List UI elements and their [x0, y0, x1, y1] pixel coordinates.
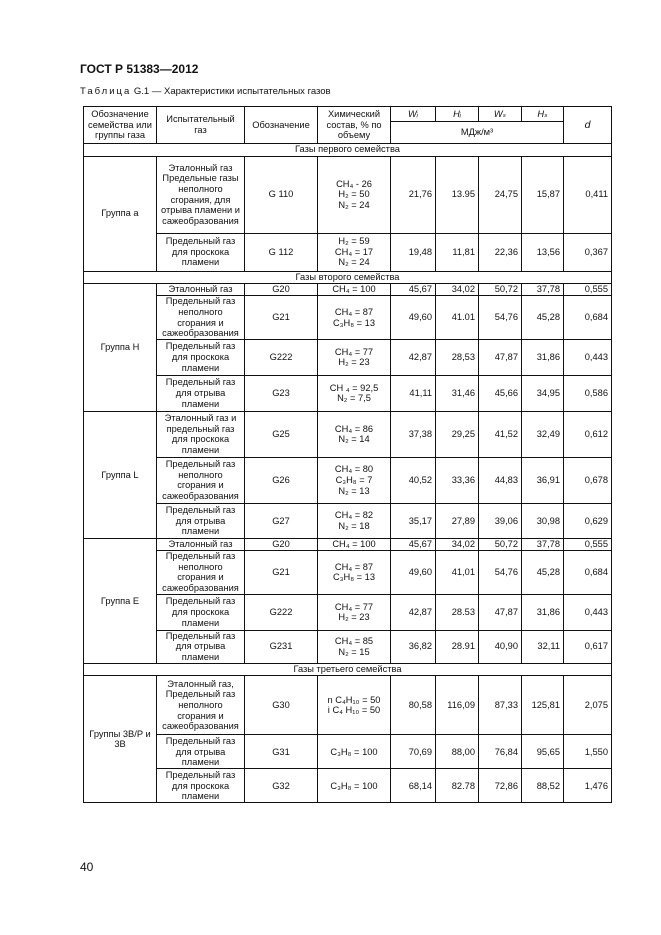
ws-value-cell: 76,84 — [479, 735, 522, 769]
gas-group-name: Группа H — [84, 284, 157, 412]
test-gas-table — [83, 106, 612, 803]
gas-group-name: Группа a — [84, 156, 157, 271]
d-value-cell: 0,678 — [564, 457, 612, 503]
d-value-cell: 0,629 — [564, 503, 612, 538]
wi-value-cell: 35,17 — [391, 503, 436, 538]
designation-cell: G25 — [245, 411, 318, 457]
hi-value-cell: 34,02 — [436, 284, 479, 296]
d-value-cell: 0,684 — [564, 550, 612, 594]
wi-value-cell: 40,52 — [391, 457, 436, 503]
hs-value-cell: 31,86 — [522, 339, 564, 375]
test-gas-cell: Эталонный газ, Предельный газ неполного сгорания и сажеобразования — [157, 676, 245, 735]
wi-value-cell: 49,60 — [391, 296, 436, 340]
table-row — [84, 503, 612, 538]
d-value-cell: 0,555 — [564, 284, 612, 296]
composition-cell: CH₄ = 85 N₂ = 15 — [318, 630, 391, 663]
composition-cell: CH₄ - 26 H₂ = 50 N₂ = 24 — [318, 156, 391, 233]
hs-value-cell: 95,65 — [522, 735, 564, 769]
ws-value-cell: 72,86 — [479, 769, 522, 803]
hs-value-cell: 13,56 — [522, 233, 564, 271]
ws-value-cell: 45,66 — [479, 375, 522, 411]
ws-value-cell: 50,72 — [479, 538, 522, 550]
section-title: Газы третьего семейства — [84, 663, 612, 676]
ws-value-cell: 50,72 — [479, 284, 522, 296]
hs-value-cell: 15,87 — [522, 156, 564, 233]
composition-cell: CH₄ = 77 H₂ = 23 — [318, 594, 391, 630]
composition-cell: H₂ = 59 CH₄ = 17 N₂ = 24 — [318, 233, 391, 271]
hi-value-cell: 11,81 — [436, 233, 479, 271]
wi-value-cell: 41,11 — [391, 375, 436, 411]
test-gas-cell: Эталонный газ — [157, 284, 245, 296]
wi-value-cell: 36,82 — [391, 630, 436, 663]
table-caption-title: G.1 — Характеристики испытательных газов — [131, 86, 331, 97]
ws-value-cell: 47,87 — [479, 339, 522, 375]
hi-value-cell: 28,53 — [436, 339, 479, 375]
table-row — [84, 375, 612, 411]
column-header-composition: Химический состав, % по объему — [318, 107, 391, 144]
test-gas-cell: Предельный газ для отрыва пламени — [157, 630, 245, 663]
section-title-row — [84, 663, 612, 676]
d-value-cell: 0,367 — [564, 233, 612, 271]
test-gas-cell: Предельный газ для отрыва пламени — [157, 503, 245, 538]
document-header: ГОСТ Р 51383—2012 — [80, 62, 199, 76]
test-gas-cell: Предельный газ для отрыва пламени — [157, 735, 245, 769]
composition-cell: C₃H₈ = 100 — [318, 769, 391, 803]
table-row — [84, 630, 612, 663]
gas-group-name: Группа E — [84, 538, 157, 663]
test-gas-cell: Предельный газ для проскока пламени — [157, 594, 245, 630]
hi-value-cell: 34,02 — [436, 538, 479, 550]
hs-value-cell: 88,52 — [522, 769, 564, 803]
section-title: Газы второго семейства — [84, 271, 612, 284]
table-row — [84, 233, 612, 271]
column-header-test-gas: Испытательный газ — [157, 107, 245, 144]
table-caption — [80, 86, 331, 97]
hi-value-cell: 28.91 — [436, 630, 479, 663]
column-header-unit: МДж/м³ — [391, 122, 564, 144]
composition-cell: CH₄ = 87 C₃H₈ = 13 — [318, 296, 391, 340]
test-gas-cell: Предельный газ для отрыва пламени — [157, 375, 245, 411]
test-gas-cell: Эталонный газ — [157, 538, 245, 550]
designation-cell: G 110 — [245, 156, 318, 233]
hs-value-cell: 45,28 — [522, 296, 564, 340]
ws-value-cell: 87,33 — [479, 676, 522, 735]
wi-value-cell: 42,87 — [391, 594, 436, 630]
d-value-cell: 0,684 — [564, 296, 612, 340]
table-row — [84, 411, 612, 457]
d-value-cell: 0,612 — [564, 411, 612, 457]
column-header-hi: Hᵢ — [436, 107, 479, 122]
d-value-cell: 1,476 — [564, 769, 612, 803]
designation-cell: G21 — [245, 550, 318, 594]
hs-value-cell: 31,86 — [522, 594, 564, 630]
designation-cell: G222 — [245, 594, 318, 630]
d-value-cell: 2,075 — [564, 676, 612, 735]
d-value-cell: 0,555 — [564, 538, 612, 550]
wi-value-cell: 68,14 — [391, 769, 436, 803]
hs-value-cell: 32,49 — [522, 411, 564, 457]
wi-value-cell: 42,87 — [391, 339, 436, 375]
composition-cell: CH₄ = 100 — [318, 538, 391, 550]
designation-cell: G21 — [245, 296, 318, 340]
test-gas-cell: Предельный газ для проскока пламени — [157, 233, 245, 271]
ws-value-cell: 54,76 — [479, 296, 522, 340]
wi-value-cell: 19,48 — [391, 233, 436, 271]
designation-cell: G32 — [245, 769, 318, 803]
column-header-wi: Wᵢ — [391, 107, 436, 122]
ws-value-cell: 54,76 — [479, 550, 522, 594]
d-value-cell: 0,443 — [564, 339, 612, 375]
hs-value-cell: 32,11 — [522, 630, 564, 663]
ws-value-cell: 47,87 — [479, 594, 522, 630]
hi-value-cell: 41,01 — [436, 550, 479, 594]
ws-value-cell: 44,83 — [479, 457, 522, 503]
hi-value-cell: 31,46 — [436, 375, 479, 411]
hs-value-cell: 37,78 — [522, 538, 564, 550]
hi-value-cell: 13.95 — [436, 156, 479, 233]
composition-cell: CH₄ = 77 H₂ = 23 — [318, 339, 391, 375]
column-header-hs: Hₛ — [522, 107, 564, 122]
composition-cell: C₃H₈ = 100 — [318, 735, 391, 769]
designation-cell: G20 — [245, 538, 318, 550]
designation-cell: G 112 — [245, 233, 318, 271]
table-row — [84, 735, 612, 769]
hi-value-cell: 116,09 — [436, 676, 479, 735]
section-title-row — [84, 271, 612, 284]
designation-cell: G23 — [245, 375, 318, 411]
d-value-cell: 0,617 — [564, 630, 612, 663]
hs-value-cell: 45,28 — [522, 550, 564, 594]
table-row — [84, 296, 612, 340]
table-row — [84, 339, 612, 375]
test-gas-cell: Предельный газ для проскока пламени — [157, 769, 245, 803]
column-header-ws: Wₛ — [479, 107, 522, 122]
hs-value-cell: 36,91 — [522, 457, 564, 503]
hs-value-cell: 30,98 — [522, 503, 564, 538]
d-value-cell: 0,443 — [564, 594, 612, 630]
table-caption-word: Таблица — [80, 86, 132, 97]
ws-value-cell: 24,75 — [479, 156, 522, 233]
hi-value-cell: 29,25 — [436, 411, 479, 457]
hi-value-cell: 41.01 — [436, 296, 479, 340]
designation-cell: G30 — [245, 676, 318, 735]
composition-cell: n C₄H₁₀ = 50 i C₄ H₁₀ = 50 — [318, 676, 391, 735]
wi-value-cell: 80,58 — [391, 676, 436, 735]
section-title: Газы первого семейства — [84, 144, 612, 157]
page-number: 40 — [80, 860, 94, 874]
ws-value-cell: 39,06 — [479, 503, 522, 538]
table-body — [84, 144, 612, 803]
hi-value-cell: 27,89 — [436, 503, 479, 538]
gas-group-name: Группа L — [84, 411, 157, 538]
table-row — [84, 550, 612, 594]
hs-value-cell: 34,95 — [522, 375, 564, 411]
table-row — [84, 594, 612, 630]
d-value-cell: 1,550 — [564, 735, 612, 769]
d-value-cell: 0,411 — [564, 156, 612, 233]
wi-value-cell: 37,38 — [391, 411, 436, 457]
table-row — [84, 284, 612, 296]
ws-value-cell: 22,36 — [479, 233, 522, 271]
hi-value-cell: 33,36 — [436, 457, 479, 503]
section-title-row — [84, 144, 612, 157]
designation-cell: G27 — [245, 503, 318, 538]
test-gas-cell: Предельный газ для проскока пламени — [157, 339, 245, 375]
test-gas-cell: Эталонный газ Предельные газы неполного сгорания, для отрыва пламени и сажеобразования — [157, 156, 245, 233]
column-header-d: d — [564, 107, 612, 144]
hs-value-cell: 125,81 — [522, 676, 564, 735]
wi-value-cell: 45,67 — [391, 538, 436, 550]
designation-cell: G231 — [245, 630, 318, 663]
test-gas-cell: Эталонный газ и предельный газ для проскока пламени — [157, 411, 245, 457]
test-gas-cell: Предельный газ неполного сгорания и сажеобразования — [157, 296, 245, 340]
composition-cell: CH₄ = 87 C₃H₈ = 13 — [318, 550, 391, 594]
table-row — [84, 676, 612, 735]
table-row — [84, 457, 612, 503]
table-row — [84, 538, 612, 550]
hs-value-cell: 37,78 — [522, 284, 564, 296]
gas-group-name: Группы 3B/P и 3B — [84, 676, 157, 803]
hi-value-cell: 28.53 — [436, 594, 479, 630]
column-header-family: Обозначение семейства или группы газа — [84, 107, 157, 144]
wi-value-cell: 70,69 — [391, 735, 436, 769]
composition-cell: CH₄ = 80 C₃H₈ = 7 N₂ = 13 — [318, 457, 391, 503]
table-row — [84, 769, 612, 803]
composition-cell: CH₄ = 86 N₂ = 14 — [318, 411, 391, 457]
wi-value-cell: 21,76 — [391, 156, 436, 233]
ws-value-cell: 41,52 — [479, 411, 522, 457]
test-gas-cell: Предельный газ неполного сгорания и сажеобразования — [157, 457, 245, 503]
designation-cell: G26 — [245, 457, 318, 503]
designation-cell: G222 — [245, 339, 318, 375]
composition-cell: CH ₄ = 92,5 N₂ = 7,5 — [318, 375, 391, 411]
designation-cell: G31 — [245, 735, 318, 769]
column-header-designation: Обозначение — [245, 107, 318, 144]
ws-value-cell: 40,90 — [479, 630, 522, 663]
wi-value-cell: 49,60 — [391, 550, 436, 594]
hi-value-cell: 82.78 — [436, 769, 479, 803]
test-gas-cell: Предельный газ неполного сгорания и сажеобразования — [157, 550, 245, 594]
composition-cell: CH₄ = 82 N₂ = 18 — [318, 503, 391, 538]
hi-value-cell: 88,00 — [436, 735, 479, 769]
designation-cell: G20 — [245, 284, 318, 296]
composition-cell: CH₄ = 100 — [318, 284, 391, 296]
table-row — [84, 156, 612, 233]
wi-value-cell: 45,67 — [391, 284, 436, 296]
d-value-cell: 0,586 — [564, 375, 612, 411]
